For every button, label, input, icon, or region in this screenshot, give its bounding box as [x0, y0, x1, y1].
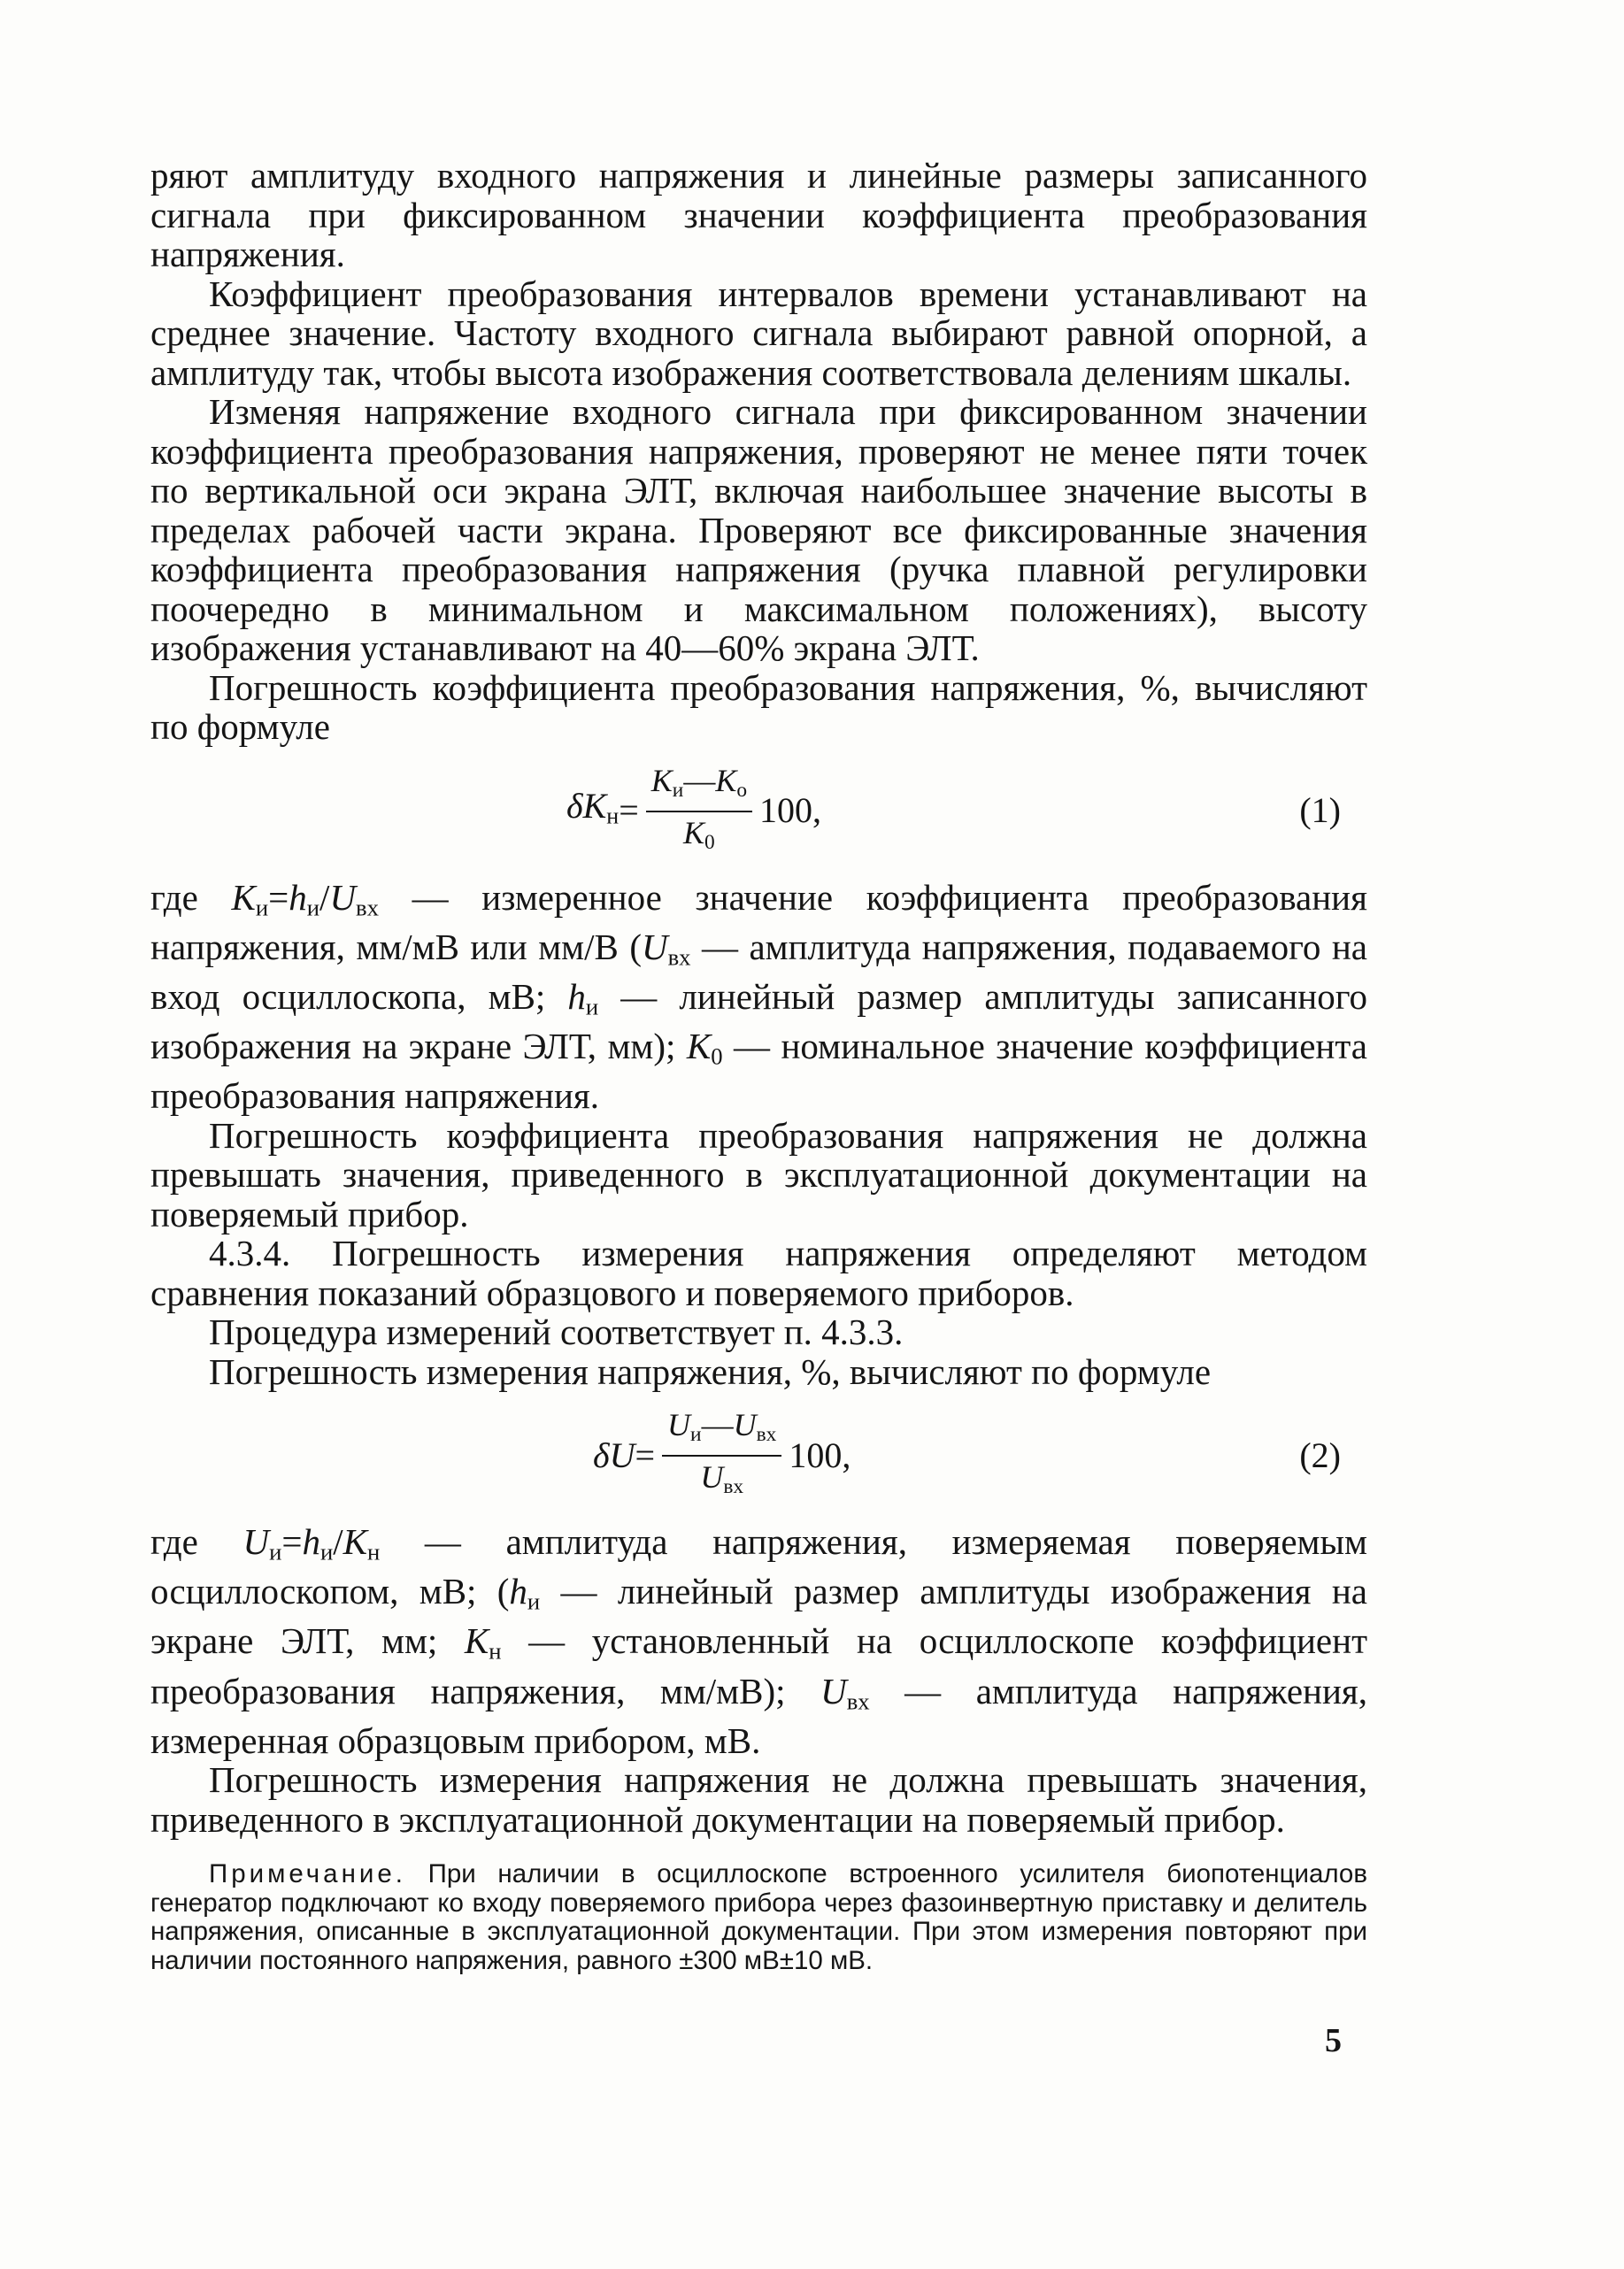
- formula-1-explanation: где $K_и=h_и/U_{вх}$ — измеренное значение коэффициента преобразования напряжения, мм/мВ или мм/В ($U_{вх}$ — амплитуда напряжения, подаваемого на вход осциллоскопа, мВ; $h_и$ — линейный размер амплитуды записанного изображения на экране ЭЛТ, мм); $K_0$ — номинальное значение коэффициента преобразования напряжения.: [150, 876, 1368, 1117]
- equation-number-2: (2): [1299, 1434, 1341, 1475]
- formula-2-numerator: $U_и—U_{вх}$: [662, 1406, 781, 1457]
- paragraph: Коэффициент преобразования интервалов времени устанавливают на среднее значение. Частоту входного сигнала выбирают равной опорной, а амплитуду так, чтобы высота изображения соответствовала делениям шкалы.: [150, 273, 1367, 393]
- paragraph: Изменяя напряжение входного сигнала при фиксированном значении коэффициента преобразования напряжения, проверяют не менее пяти точек по вертикальной оси экрана ЭЛТ, включая наибольшее значение высоты в пределах рабочей части экрана. Проверяют все фиксированные значения коэффициента преобразования напряжения (ручка плавной регулировки поочередно в минимальном и максимальном положениях), высоту изображения устанавливают на 40—60% экрана ЭЛТ.: [150, 391, 1367, 668]
- paragraph: Погрешность коэффициента преобразования напряжения, %, вычисляют по формуле: [150, 666, 1367, 747]
- note-label: Примечание.: [209, 1859, 406, 1889]
- formula-1-factor: 100,: [759, 790, 822, 831]
- formula-2-equals: =: [635, 1434, 656, 1475]
- footnote: [150, 1860, 1367, 1975]
- paragraph: Погрешность измерения напряжения не должна превышать значения, приведенного в эксплуатационной документации на поверяемый прибор.: [150, 1759, 1367, 1840]
- formula-1-lhs: $\delta K_н$: [566, 785, 620, 828]
- page-number: 5: [1325, 2022, 1342, 2059]
- formula-1-equals: =: [619, 790, 639, 831]
- section-paragraph: 4.3.4. Погрешность измерения напряжения определяют методом сравнения показаний образцового и поверяемого приборов.: [150, 1233, 1367, 1313]
- formula-1-expression: [566, 752, 821, 871]
- formula-2-explanation: где $U_и=h_и/K_н$ — амплитуда напряжения, измеряемая поверяемым осциллоскопом, мВ; ($h_и$ — линейный размер амплитуды изображения на экране ЭЛТ, мм; $K_н$ — установленный на осциллоскопе коэффициент преобразования напряжения, мм/мВ); $U_{вх}$ — амплитуда напряжения, измеренная образцовым прибором, мВ.: [150, 1521, 1368, 1761]
- formula-1-fraction: [646, 762, 752, 861]
- body-text: [150, 156, 1367, 2002]
- formula-1-numerator: $K_и—K_о$: [646, 762, 752, 812]
- formula-2-fraction: [662, 1406, 781, 1505]
- formula-2-expression: [593, 1396, 850, 1515]
- formula-2-denominator: $U_{вх}$: [700, 1459, 744, 1498]
- equation-number-1: (1): [1299, 790, 1341, 831]
- paragraph: Процедура измерений соответствует п. 4.3.3.: [209, 1311, 904, 1353]
- formula-2-factor: 100,: [789, 1434, 851, 1475]
- formula-1-denominator: $K_0$: [683, 814, 715, 854]
- paragraph: Погрешность измерения напряжения, %, вычисляют по формуле: [209, 1350, 1212, 1392]
- paragraph: ряют амплитуду входного напряжения и линейные размеры записанного сигнала при фиксированном значении коэффициента преобразования напряжения.: [150, 155, 1367, 274]
- note-text: При наличии в осциллоскопе встроенного усилителя биопотенциалов генератор подключают ко входу поверяемого прибора через фазоинвертную приставку и делитель напряжения, описанные в эксплуатационной документации. При этом измерения повторяют при наличии постоянного напряжения, равного ±300 мВ±10 мВ.: [150, 1859, 1367, 1975]
- formula-2-lhs: δU: [593, 1434, 635, 1475]
- formula-1: [150, 752, 1367, 871]
- paragraph: Погрешность коэффициента преобразования напряжения не должна превышать значения, приведенного в эксплуатационной документации на поверяемый прибор.: [150, 1114, 1367, 1234]
- formula-2: [150, 1396, 1367, 1515]
